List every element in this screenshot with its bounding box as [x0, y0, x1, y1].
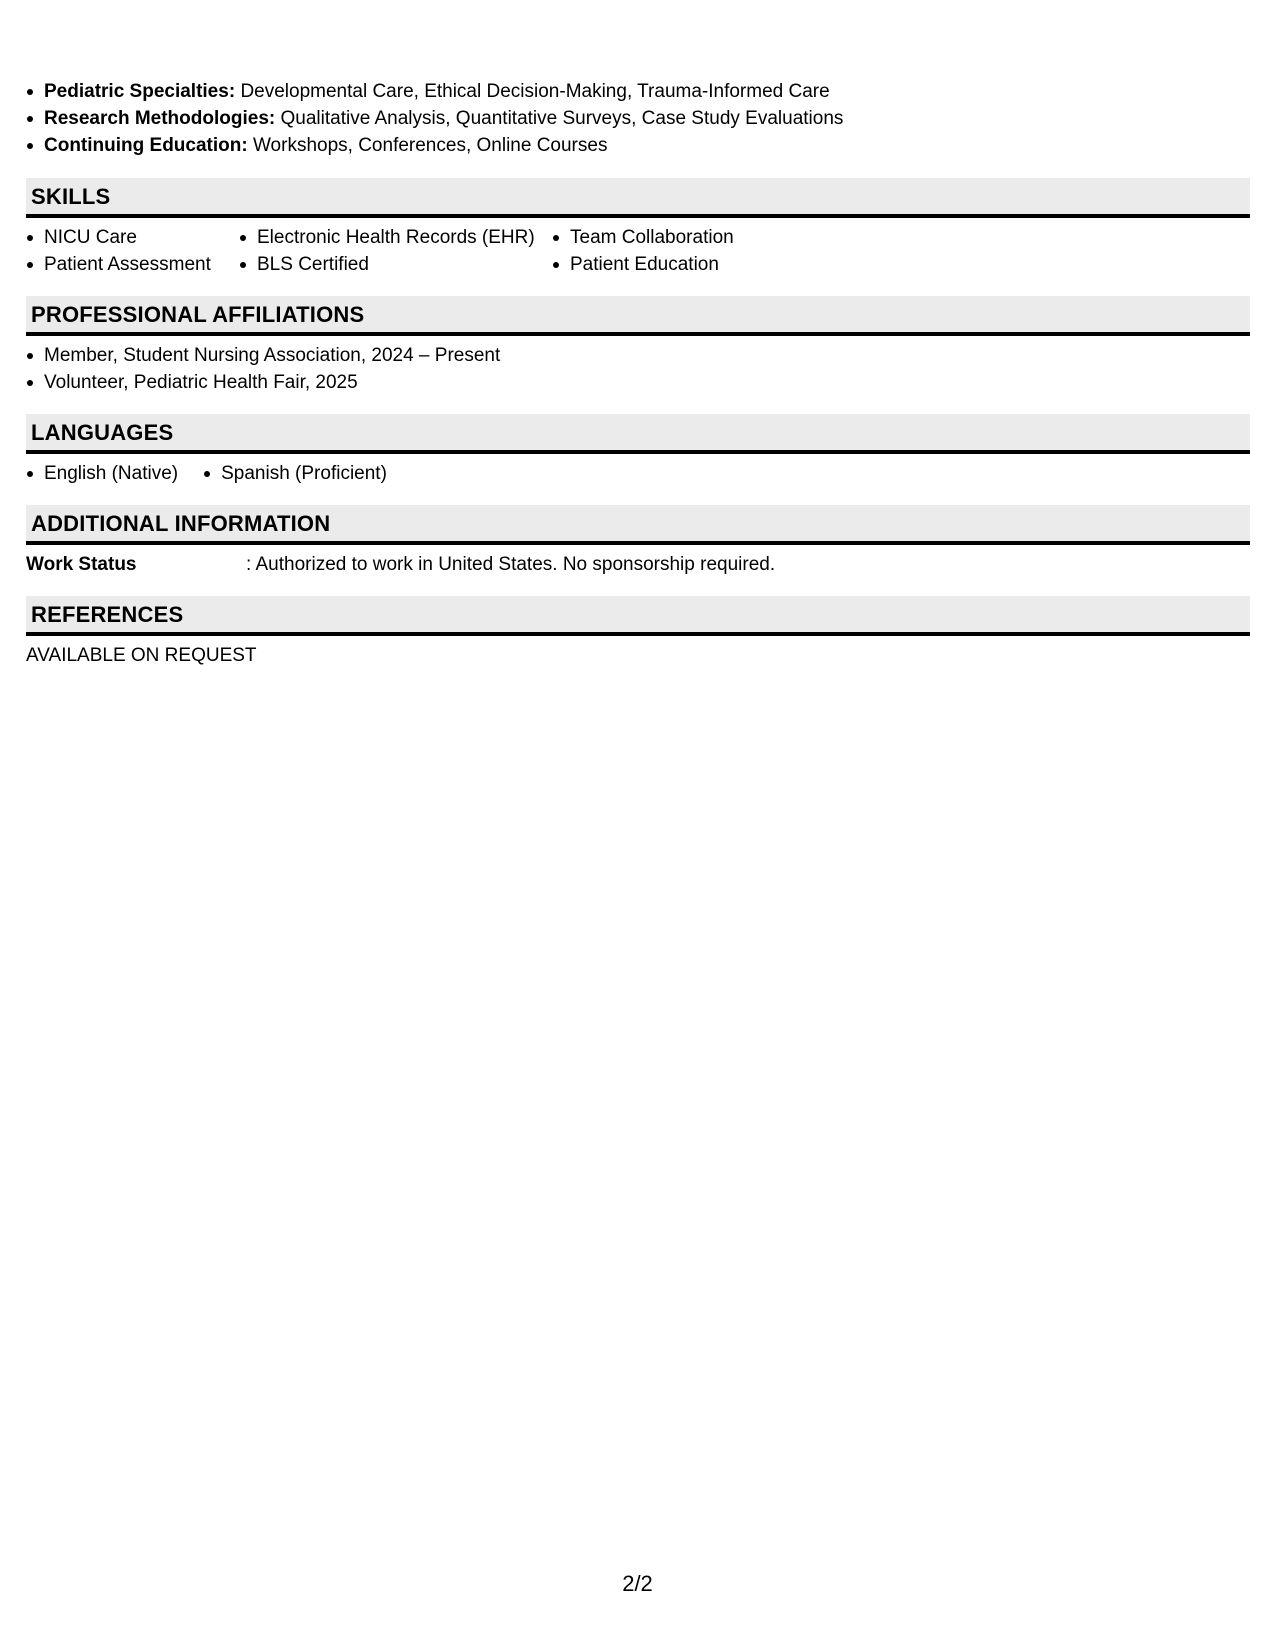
- skill-item: Electronic Health Records (EHR): [239, 224, 532, 251]
- references-section-body: [26, 636, 1250, 687]
- work-status-value: : Authorized to work in United States. No sponsorship required.: [246, 554, 776, 575]
- work-status-label: Work Status: [26, 554, 137, 575]
- skills-section-body: [26, 218, 1250, 296]
- item-label: Pediatric Specialties:: [44, 81, 236, 102]
- references-text: AVAILABLE ON REQUEST: [26, 645, 257, 666]
- list-item: [26, 105, 1250, 132]
- item-text: Developmental Care, Ethical Decision-Making, Trauma-Informed Care: [240, 81, 830, 102]
- languages-section-body: [26, 454, 1250, 505]
- affiliations-list: [26, 342, 1250, 396]
- section-title: PROFESSIONAL AFFILIATIONS: [31, 302, 365, 327]
- affiliation-item: Member, Student Nursing Association, 2024 – Present: [26, 342, 1250, 369]
- skills-column: [239, 224, 535, 278]
- skill-item: Team Collaboration: [552, 224, 734, 251]
- languages-section-header: [26, 414, 1250, 454]
- specialties-list: [26, 78, 1250, 159]
- additional-info-section-body: [26, 545, 1250, 596]
- section-title: REFERENCES: [31, 602, 184, 627]
- affiliations-section-header: [26, 296, 1250, 336]
- skill-item: Patient Assessment: [26, 251, 219, 278]
- skills-column: [26, 224, 219, 278]
- section-title: LANGUAGES: [31, 420, 174, 445]
- list-item: [26, 132, 1250, 159]
- affiliation-item: Volunteer, Pediatric Health Fair, 2025: [26, 369, 1250, 396]
- item-label: Research Methodologies:: [44, 108, 276, 129]
- skill-item: Patient Education: [552, 251, 734, 278]
- affiliations-section-body: [26, 336, 1250, 414]
- resume-page: [26, 78, 1250, 687]
- language-item: Spanish (Proficient): [203, 460, 387, 487]
- section-title: ADDITIONAL INFORMATION: [31, 511, 331, 536]
- list-item: [26, 78, 1250, 105]
- additional-info-section-header: [26, 505, 1250, 545]
- item-text: Workshops, Conferences, Online Courses: [252, 135, 608, 156]
- languages-list: [26, 460, 1250, 487]
- section-title: SKILLS: [31, 184, 111, 209]
- skills-grid: [26, 224, 1250, 278]
- skills-section-header: [26, 178, 1250, 218]
- language-item: English (Native): [26, 460, 178, 487]
- work-status-row: [26, 551, 1250, 578]
- skill-item: NICU Care: [26, 224, 219, 251]
- page-number: 2/2: [622, 1571, 653, 1596]
- references-section-header: [26, 596, 1250, 636]
- item-text: Qualitative Analysis, Quantitative Surveys, Case Study Evaluations: [280, 108, 844, 129]
- item-label: Continuing Education:: [44, 135, 248, 156]
- skill-item: BLS Certified: [239, 251, 532, 278]
- skills-column: [552, 224, 734, 278]
